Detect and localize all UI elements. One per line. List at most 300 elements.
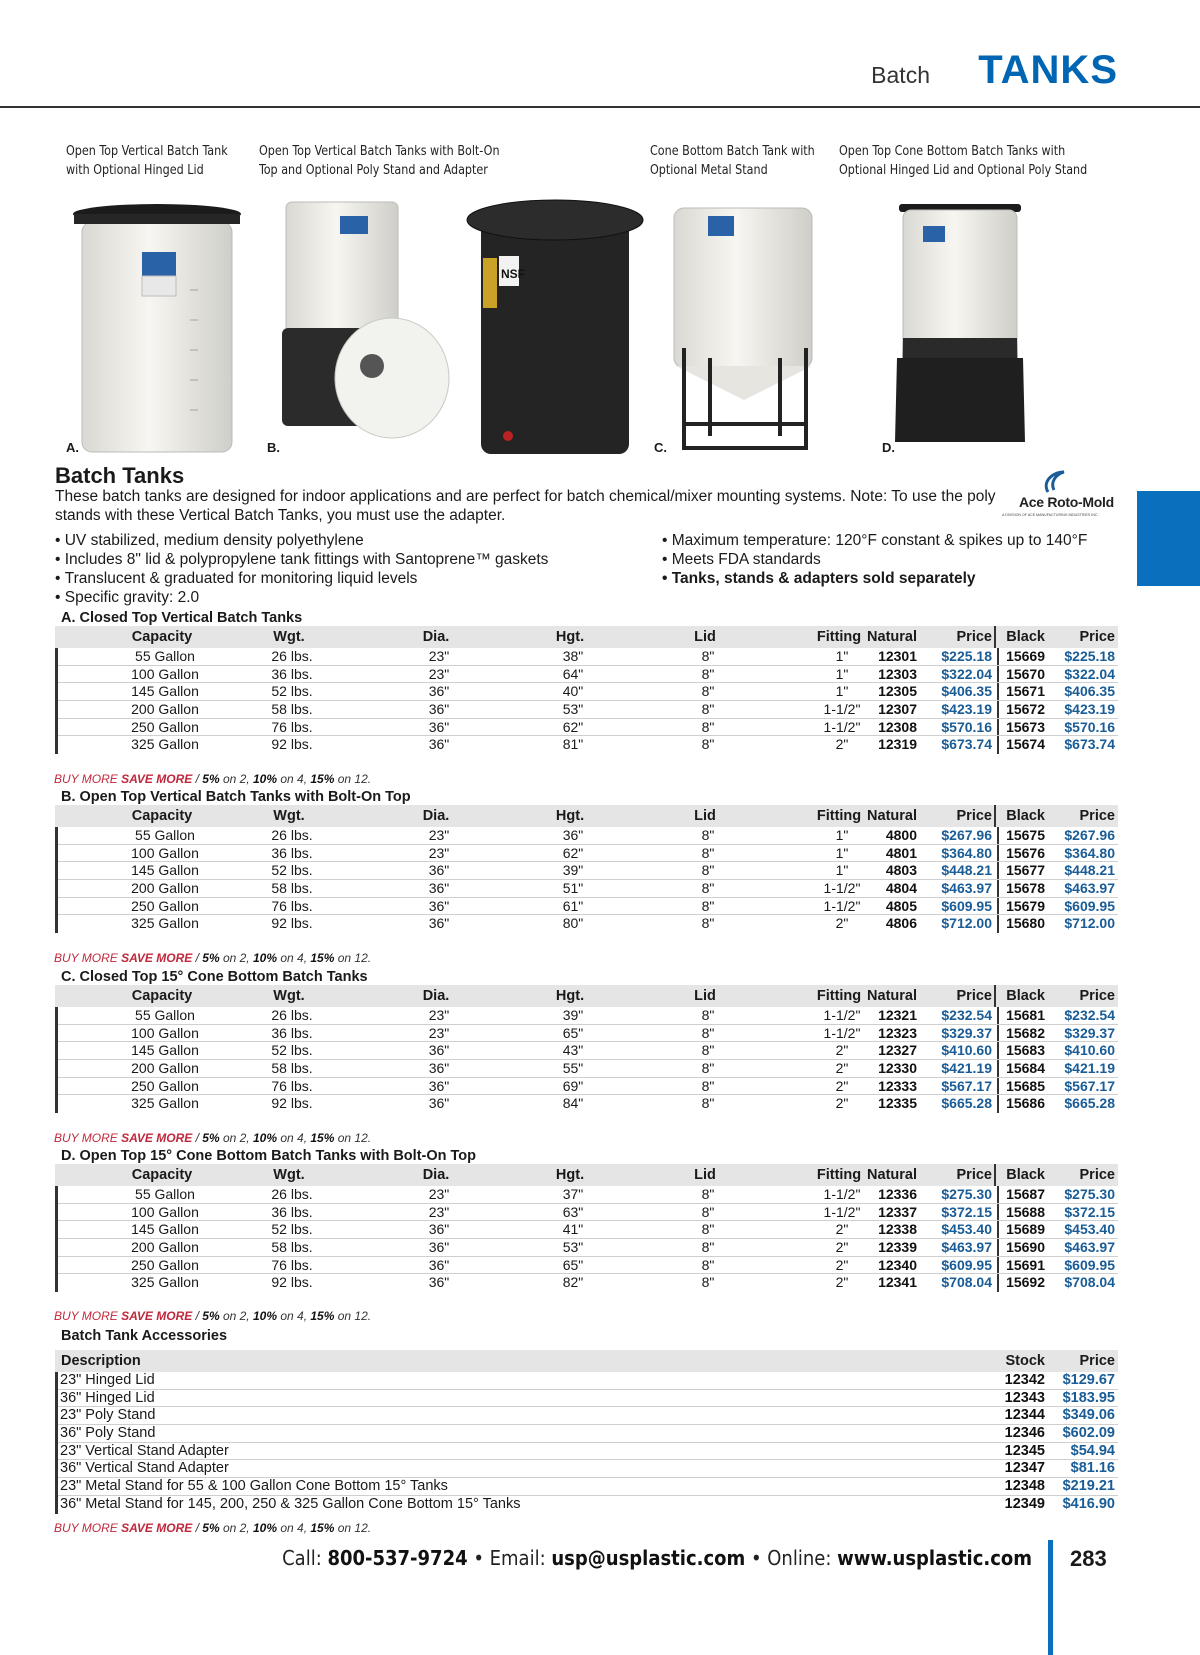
fitting-cell: 2": [835, 1077, 849, 1094]
black-stock-cell: 15683: [1006, 1042, 1045, 1059]
column-header-stock: Stock: [1005, 1353, 1045, 1369]
table-row: [58, 1239, 1118, 1257]
lid-cell: 8": [701, 736, 715, 753]
height-cell: 51": [562, 880, 584, 897]
feature-item: • UV stabilized, medium density polyethylene: [55, 531, 548, 550]
natural-price-cell: $423.19: [941, 701, 992, 718]
table-row: [58, 915, 1118, 933]
table-title: C. Closed Top 15° Cone Bottom Batch Tanks: [61, 969, 368, 985]
column-separator: [997, 1078, 999, 1095]
website-link[interactable]: www.usplastic.com: [837, 1546, 1032, 1570]
natural-price-cell: $609.95: [941, 897, 992, 914]
natural-stock-cell: 12341: [878, 1274, 917, 1291]
lid-cell: 8": [701, 915, 715, 932]
table-row: [58, 1025, 1118, 1043]
column-header-black-price: Price: [1079, 808, 1115, 824]
column-separator: [994, 626, 996, 648]
lid-cell: 8": [701, 897, 715, 914]
table-body: [55, 827, 1118, 933]
description-cell: 23" Poly Stand: [60, 1407, 156, 1424]
column-header-lid: Lid: [694, 629, 716, 645]
lid-cell: 8": [701, 665, 715, 682]
weight-cell: 58 lbs.: [271, 1060, 313, 1077]
black-price-cell: $609.95: [1064, 897, 1115, 914]
feature-item: • Specific gravity: 2.0: [55, 588, 548, 607]
column-separator: [997, 1025, 999, 1042]
table-row: [58, 666, 1118, 684]
height-cell: 37": [562, 1186, 584, 1202]
feature-item: • Tanks, stands & adapters sold separately: [662, 569, 1087, 588]
fitting-cell: 1": [835, 862, 849, 879]
weight-cell: 36 lbs.: [271, 844, 313, 861]
fitting-cell: 1": [835, 844, 849, 861]
tank-c-image: [670, 198, 820, 460]
capacity-cell: 200 Gallon: [131, 1060, 199, 1077]
table-row: [58, 1204, 1118, 1222]
black-stock-cell: 15679: [1006, 897, 1045, 914]
natural-stock-cell: 12327: [878, 1042, 917, 1059]
table-row: [58, 1007, 1118, 1025]
table-row: [58, 845, 1118, 863]
column-separator: [997, 1042, 999, 1059]
natural-price-cell: $225.18: [941, 648, 992, 664]
height-cell: 36": [562, 827, 584, 843]
photo-caption-d: Open Top Cone Bottom Batch Tanks with Optional Hinged Lid and Optional Poly Stand: [839, 143, 1088, 178]
weight-cell: 92 lbs.: [271, 736, 313, 753]
black-price-cell: $708.04: [1064, 1274, 1115, 1291]
black-stock-cell: 15676: [1006, 844, 1045, 861]
fitting-cell: 2": [835, 1095, 849, 1112]
column-header-fitting: Fitting: [816, 629, 862, 645]
diameter-cell: 36": [428, 880, 450, 897]
diameter-cell: 36": [428, 1095, 450, 1112]
table-header: [55, 1164, 1118, 1186]
weight-cell: 36 lbs.: [271, 665, 313, 682]
photo-caption-b: Open Top Vertical Batch Tanks with Bolt-On Top and Optional Poly Stand and Adapter: [259, 143, 500, 178]
lid-cell: 8": [701, 1042, 715, 1059]
black-stock-cell: 15691: [1006, 1256, 1045, 1273]
fitting-cell: 2": [835, 1274, 849, 1291]
column-header-diameter: Dia.: [422, 629, 450, 645]
price-cell: $54.94: [1070, 1442, 1115, 1459]
header-title: TANKS: [978, 48, 1118, 92]
column-header-natural-price: Price: [956, 1167, 992, 1183]
natural-stock-cell: 4806: [885, 915, 917, 932]
lid-cell: 8": [701, 1256, 715, 1273]
lid-cell: 8": [701, 1024, 715, 1041]
black-stock-cell: 15685: [1006, 1077, 1045, 1094]
table-row: [58, 1078, 1118, 1096]
description-cell: 36" Hinged Lid: [60, 1389, 155, 1406]
column-header-capacity: Capacity: [131, 1167, 193, 1183]
black-price-cell: $609.95: [1064, 1256, 1115, 1273]
photo-letter-a: A.: [66, 440, 79, 455]
column-header-capacity: Capacity: [131, 629, 193, 645]
natural-price-cell: $712.00: [941, 915, 992, 932]
price-cell: $81.16: [1070, 1460, 1115, 1477]
column-header-natural-price: Price: [956, 988, 992, 1004]
column-separator: [997, 683, 999, 700]
black-stock-cell: 15681: [1006, 1007, 1045, 1023]
capacity-cell: 55 Gallon: [135, 1186, 195, 1202]
black-price-cell: $329.37: [1064, 1024, 1115, 1041]
fitting-cell: 2": [835, 1256, 849, 1273]
column-separator: [997, 1204, 999, 1221]
stock-cell: 12346: [1004, 1425, 1045, 1442]
black-stock-cell: 15680: [1006, 915, 1045, 932]
black-price-cell: $410.60: [1064, 1042, 1115, 1059]
height-cell: 81": [562, 736, 584, 753]
black-stock-cell: 15671: [1006, 683, 1045, 700]
column-header-height: Hgt.: [555, 808, 585, 824]
product-table: [55, 985, 1118, 1113]
height-cell: 53": [562, 1239, 584, 1256]
fitting-cell: 1-1/2": [823, 701, 861, 718]
stock-cell: 12343: [1004, 1389, 1045, 1406]
column-header-diameter: Dia.: [422, 988, 450, 1004]
height-cell: 39": [562, 1007, 584, 1023]
description-cell: 23" Hinged Lid: [60, 1372, 155, 1388]
buy-more-promo: BUY MORE SAVE MORE / 5% on 2, 10% on 4, 15% on 12.: [54, 772, 372, 786]
black-price-cell: $406.35: [1064, 683, 1115, 700]
column-header-black-stock: Black: [1006, 629, 1045, 645]
weight-cell: 76 lbs.: [271, 1077, 313, 1094]
capacity-cell: 145 Gallon: [131, 1042, 199, 1059]
weight-cell: 52 lbs.: [271, 683, 313, 700]
natural-price-cell: $665.28: [941, 1095, 992, 1112]
natural-stock-cell: 12321: [878, 1007, 917, 1023]
table-row: [58, 880, 1118, 898]
natural-price-cell: $232.54: [941, 1007, 992, 1023]
column-header-weight: Wgt.: [273, 629, 305, 645]
black-price-cell: $463.97: [1064, 880, 1115, 897]
black-price-cell: $423.19: [1064, 701, 1115, 718]
natural-price-cell: $673.74: [941, 736, 992, 753]
diameter-cell: 36": [428, 1256, 450, 1273]
column-header-natural-stock: Natural: [867, 988, 917, 1004]
diameter-cell: 36": [428, 1077, 450, 1094]
black-stock-cell: 15674: [1006, 736, 1045, 753]
weight-cell: 36 lbs.: [271, 1203, 313, 1220]
diameter-cell: 36": [428, 1042, 450, 1059]
table-row: [58, 1478, 1118, 1496]
header-divider: [0, 106, 1200, 108]
natural-stock-cell: 12307: [878, 701, 917, 718]
height-cell: 82": [562, 1274, 584, 1291]
features-right: [662, 531, 1087, 588]
capacity-cell: 250 Gallon: [131, 718, 199, 735]
diameter-cell: 23": [428, 1024, 450, 1041]
photo-letter-b: B.: [267, 440, 280, 455]
capacity-cell: 55 Gallon: [135, 648, 195, 664]
table-row: [58, 1186, 1118, 1204]
column-separator: [997, 898, 999, 915]
capacity-cell: 250 Gallon: [131, 1256, 199, 1273]
table-body: [55, 1007, 1118, 1113]
natural-stock-cell: 12323: [878, 1024, 917, 1041]
column-header-black-price: Price: [1079, 988, 1115, 1004]
black-price-cell: $421.19: [1064, 1060, 1115, 1077]
diameter-cell: 23": [428, 827, 450, 843]
column-separator: [997, 701, 999, 718]
fitting-cell: 2": [835, 736, 849, 753]
natural-stock-cell: 4803: [885, 862, 917, 879]
diameter-cell: 36": [428, 862, 450, 879]
column-header-natural-stock: Natural: [867, 1167, 917, 1183]
capacity-cell: 325 Gallon: [131, 1095, 199, 1112]
black-price-cell: $275.30: [1064, 1186, 1115, 1202]
phone-number[interactable]: 800-537-9724: [327, 1546, 468, 1570]
lid-cell: 8": [701, 1221, 715, 1238]
feature-item: • Maximum temperature: 120°F constant & spikes up to 140°F: [662, 531, 1087, 550]
product-table: [55, 805, 1118, 933]
capacity-cell: 145 Gallon: [131, 862, 199, 879]
column-header-fitting: Fitting: [816, 1167, 862, 1183]
table-row: [58, 1221, 1118, 1239]
weight-cell: 76 lbs.: [271, 1256, 313, 1273]
lid-cell: 8": [701, 683, 715, 700]
lid-cell: 8": [701, 827, 715, 843]
black-stock-cell: 15684: [1006, 1060, 1045, 1077]
diameter-cell: 36": [428, 701, 450, 718]
table-row: [58, 1443, 1118, 1461]
black-stock-cell: 15672: [1006, 701, 1045, 718]
buy-more-promo: BUY MORE SAVE MORE / 5% on 2, 10% on 4, 15% on 12.: [54, 1131, 372, 1145]
black-stock-cell: 15673: [1006, 718, 1045, 735]
section-side-tab: [1137, 491, 1200, 586]
natural-price-cell: $453.40: [941, 1221, 992, 1238]
nsf-label: NSF: [501, 267, 525, 281]
column-header-natural-stock: Natural: [867, 808, 917, 824]
fitting-cell: 1-1/2": [823, 880, 861, 897]
height-cell: 41": [562, 1221, 584, 1238]
natural-price-cell: $463.97: [941, 1239, 992, 1256]
black-stock-cell: 15687: [1006, 1186, 1045, 1202]
natural-stock-cell: 12338: [878, 1221, 917, 1238]
height-cell: 61": [562, 897, 584, 914]
column-separator: [997, 827, 999, 844]
column-separator: [997, 736, 999, 754]
lid-cell: 8": [701, 701, 715, 718]
buy-more-promo: BUY MORE SAVE MORE / 5% on 2, 10% on 4, 15% on 12.: [54, 951, 372, 965]
natural-stock-cell: 12336: [878, 1186, 917, 1202]
natural-stock-cell: 4805: [885, 897, 917, 914]
description-cell: 23" Vertical Stand Adapter: [60, 1442, 229, 1459]
price-cell: $219.21: [1062, 1478, 1115, 1495]
stock-cell: 12349: [1004, 1495, 1045, 1512]
table-body: [55, 1186, 1118, 1292]
natural-price-cell: $567.17: [941, 1077, 992, 1094]
height-cell: 63": [562, 1203, 584, 1220]
height-cell: 62": [562, 844, 584, 861]
column-header-diameter: Dia.: [422, 808, 450, 824]
price-cell: $129.67: [1062, 1372, 1115, 1388]
feature-item: • Translucent & graduated for monitoring liquid levels: [55, 569, 548, 588]
table-row: [58, 1274, 1118, 1292]
weight-cell: 26 lbs.: [271, 1007, 313, 1023]
lid-cell: 8": [701, 1203, 715, 1220]
column-header-lid: Lid: [694, 988, 716, 1004]
height-cell: 38": [562, 648, 584, 664]
stock-cell: 12348: [1004, 1478, 1045, 1495]
table-row: [58, 1372, 1118, 1390]
natural-price-cell: $448.21: [941, 862, 992, 879]
table-row: [58, 1407, 1118, 1425]
natural-price-cell: $410.60: [941, 1042, 992, 1059]
product-table: [55, 1164, 1118, 1292]
column-header-capacity: Capacity: [131, 988, 193, 1004]
natural-stock-cell: 12305: [878, 683, 917, 700]
footer-divider: [1048, 1540, 1053, 1655]
intro-paragraph: These batch tanks are designed for indoor applications and are perfect for batch chemical/mixer mounting systems. Note: To use the poly stands with these Vertical Batch Tanks, you must use the adapter.: [55, 488, 996, 524]
column-separator: [997, 719, 999, 736]
black-price-cell: $673.74: [1064, 736, 1115, 753]
table-row: [58, 701, 1118, 719]
column-separator: [997, 1095, 999, 1113]
table-row: [58, 1042, 1118, 1060]
weight-cell: 58 lbs.: [271, 701, 313, 718]
capacity-cell: 100 Gallon: [131, 1203, 199, 1220]
black-price-cell: $448.21: [1064, 862, 1115, 879]
buy-more-promo: BUY MORE SAVE MORE / 5% on 2, 10% on 4, 15% on 12.: [54, 1309, 372, 1323]
column-separator: [994, 985, 996, 1007]
natural-price-cell: $609.95: [941, 1256, 992, 1273]
fitting-cell: 1-1/2": [823, 1186, 861, 1202]
natural-price-cell: $570.16: [941, 718, 992, 735]
height-cell: 65": [562, 1024, 584, 1041]
column-header-height: Hgt.: [555, 988, 585, 1004]
natural-price-cell: $275.30: [941, 1186, 992, 1202]
weight-cell: 92 lbs.: [271, 1274, 313, 1291]
column-separator: [997, 648, 999, 665]
table-row: [58, 1460, 1118, 1478]
page-number: 283: [1070, 1546, 1107, 1571]
accessories-table: [55, 1350, 1118, 1514]
black-price-cell: $372.15: [1064, 1203, 1115, 1220]
capacity-cell: 55 Gallon: [135, 1007, 195, 1023]
table-row: [58, 1095, 1118, 1113]
black-stock-cell: 15689: [1006, 1221, 1045, 1238]
table-row: [58, 1496, 1118, 1514]
natural-price-cell: $329.37: [941, 1024, 992, 1041]
column-header-black-stock: Black: [1006, 988, 1045, 1004]
natural-price-cell: $406.35: [941, 683, 992, 700]
black-price-cell: $364.80: [1064, 844, 1115, 861]
capacity-cell: 250 Gallon: [131, 897, 199, 914]
lid-cell: 8": [701, 1007, 715, 1023]
capacity-cell: 200 Gallon: [131, 701, 199, 718]
capacity-cell: 200 Gallon: [131, 880, 199, 897]
height-cell: 39": [562, 862, 584, 879]
fitting-cell: 2": [835, 1060, 849, 1077]
lid-cell: 8": [701, 844, 715, 861]
diameter-cell: 23": [428, 844, 450, 861]
capacity-cell: 100 Gallon: [131, 844, 199, 861]
photo-letter-d: D.: [882, 440, 895, 455]
black-price-cell: $453.40: [1064, 1221, 1115, 1238]
black-stock-cell: 15688: [1006, 1203, 1045, 1220]
diameter-cell: 36": [428, 897, 450, 914]
weight-cell: 76 lbs.: [271, 718, 313, 735]
weight-cell: 58 lbs.: [271, 1239, 313, 1256]
column-header-height: Hgt.: [555, 1167, 585, 1183]
stock-cell: 12342: [1004, 1372, 1045, 1388]
column-header-lid: Lid: [694, 1167, 716, 1183]
buy-more-promo: BUY MORE SAVE MORE / 5% on 2, 10% on 4, 15% on 12.: [54, 1521, 372, 1535]
stock-cell: 12345: [1004, 1442, 1045, 1459]
column-header-fitting: Fitting: [816, 988, 862, 1004]
features-left: [55, 531, 548, 607]
lid-cell: 8": [701, 648, 715, 664]
column-separator: [997, 666, 999, 683]
black-stock-cell: 15677: [1006, 862, 1045, 879]
diameter-cell: 36": [428, 1274, 450, 1291]
natural-stock-cell: 4804: [885, 880, 917, 897]
tank-black-nsf-image: [465, 198, 645, 460]
column-header-natural-price: Price: [956, 629, 992, 645]
lid-cell: 8": [701, 718, 715, 735]
height-cell: 40": [562, 683, 584, 700]
column-header-height: Hgt.: [555, 629, 585, 645]
column-separator: [997, 915, 999, 933]
lid-cell: 8": [701, 1186, 715, 1202]
column-separator: [997, 1060, 999, 1077]
capacity-cell: 200 Gallon: [131, 1239, 199, 1256]
column-header-weight: Wgt.: [273, 808, 305, 824]
description-cell: 36" Poly Stand: [60, 1425, 156, 1442]
natural-stock-cell: 12337: [878, 1203, 917, 1220]
price-cell: $349.06: [1062, 1407, 1115, 1424]
weight-cell: 92 lbs.: [271, 915, 313, 932]
table-row: [58, 719, 1118, 737]
table-row: [58, 862, 1118, 880]
email-link[interactable]: usp@usplastic.com: [551, 1546, 746, 1570]
natural-stock-cell: 4801: [885, 844, 917, 861]
column-header-weight: Wgt.: [273, 988, 305, 1004]
black-price-cell: $567.17: [1064, 1077, 1115, 1094]
column-separator: [994, 1164, 996, 1186]
black-price-cell: $463.97: [1064, 1239, 1115, 1256]
black-stock-cell: 15678: [1006, 880, 1045, 897]
black-stock-cell: 15686: [1006, 1095, 1045, 1112]
price-cell: $416.90: [1062, 1495, 1115, 1512]
column-header-capacity: Capacity: [131, 808, 193, 824]
column-header-natural-price: Price: [956, 808, 992, 824]
column-separator: [997, 1221, 999, 1238]
natural-price-cell: $267.96: [941, 827, 992, 843]
product-table: [55, 626, 1118, 754]
lid-cell: 8": [701, 880, 715, 897]
column-separator: [997, 845, 999, 862]
natural-stock-cell: 12335: [878, 1095, 917, 1112]
natural-price-cell: $372.15: [941, 1203, 992, 1220]
column-header-black-price: Price: [1079, 1167, 1115, 1183]
lid-cell: 8": [701, 862, 715, 879]
lid-cell: 8": [701, 1060, 715, 1077]
price-cell: $602.09: [1062, 1425, 1115, 1442]
column-header-black-stock: Black: [1006, 1167, 1045, 1183]
table-header: [55, 1350, 1118, 1372]
capacity-cell: 325 Gallon: [131, 915, 199, 932]
table-title: A. Closed Top Vertical Batch Tanks: [61, 610, 303, 626]
fitting-cell: 2": [835, 1239, 849, 1256]
diameter-cell: 23": [428, 1203, 450, 1220]
weight-cell: 76 lbs.: [271, 897, 313, 914]
natural-stock-cell: 12340: [878, 1256, 917, 1273]
fitting-cell: 1-1/2": [823, 1024, 861, 1041]
diameter-cell: 36": [428, 1239, 450, 1256]
description-cell: 36" Vertical Stand Adapter: [60, 1460, 229, 1477]
